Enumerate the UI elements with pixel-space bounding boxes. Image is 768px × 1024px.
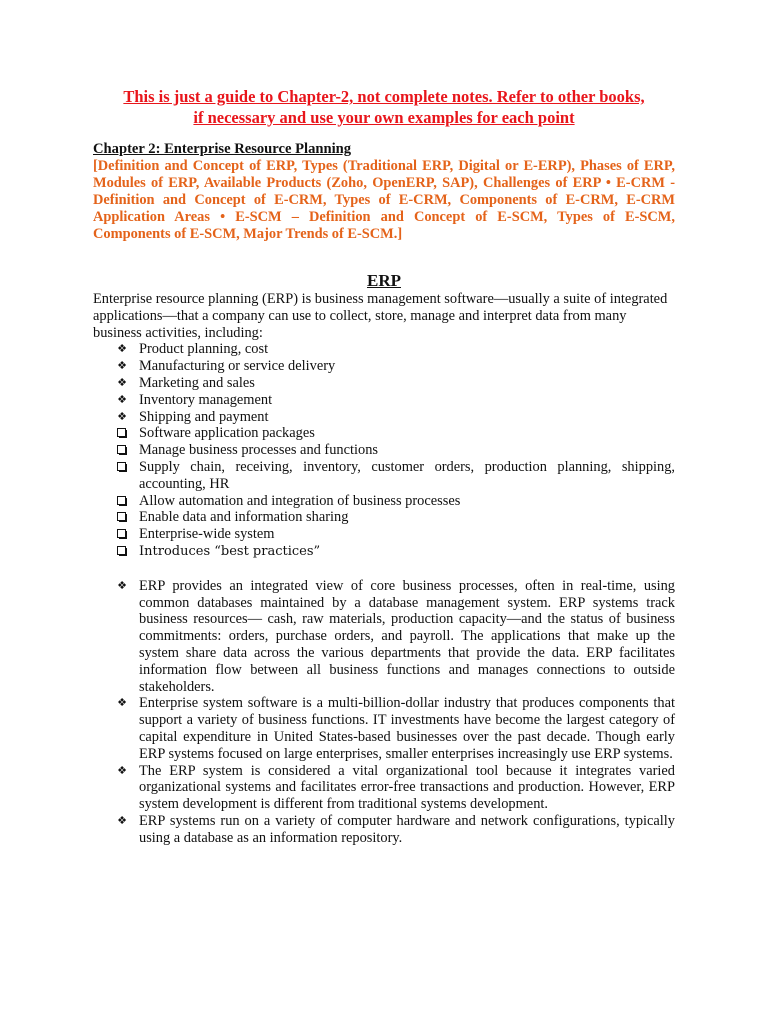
- list-item: Introduces “best practices”: [93, 543, 675, 561]
- list-item: ❖ Marketing and sales: [93, 375, 675, 392]
- diamond-bullet-icon: ❖: [117, 375, 127, 389]
- checkbox-bullet-icon: [117, 529, 126, 538]
- list-item: ❖ Product planning, cost: [93, 341, 675, 358]
- diamond-bullet-icon: ❖: [117, 763, 127, 777]
- guide-notice-line-1: This is just a guide to Chapter-2, not complete notes. Refer to other books,: [123, 87, 645, 106]
- list-item: Supply chain, receiving, inventory, customer orders, production planning, shipping, accounting, HR: [93, 459, 675, 493]
- checkbox-bullet-icon: [117, 428, 126, 437]
- list-item: Allow automation and integration of business processes: [93, 493, 675, 510]
- erp-intro-paragraph: Enterprise resource planning (ERP) is business management software—usually a suite of integrated applications—that a company can use to collect, store, manage and interpret data from many business activities, including:: [93, 291, 668, 341]
- section-heading-erp: ERP: [367, 271, 401, 290]
- diamond-bullet-icon: ❖: [117, 342, 127, 356]
- list-item: ❖ The ERP system is considered a vital organizational tool because it integrates varied organizational systems and facilitates error-free transactions and production. However, ERP system development is different from traditional systems development.: [93, 763, 675, 813]
- guide-notice: [93, 86, 675, 128]
- diamond-bullet-icon: ❖: [117, 409, 127, 423]
- checkbox-bullet-icon: [117, 512, 126, 521]
- list-item: Manage business processes and functions: [93, 442, 675, 459]
- list-item: Enterprise-wide system: [93, 526, 675, 543]
- document-page: [93, 86, 675, 847]
- list-item: ❖ Shipping and payment: [93, 409, 675, 426]
- features-list: [93, 425, 675, 560]
- erp-points-list: [93, 578, 675, 847]
- list-item: ❖ Inventory management: [93, 392, 675, 409]
- checkbox-bullet-icon: [117, 445, 126, 454]
- checkbox-bullet-icon: [117, 546, 126, 555]
- activities-list: [93, 341, 675, 425]
- list-item: ❖ Enterprise system software is a multi-billion-dollar industry that produces components that support a variety of business functions. IT investments have become the largest category of capital expenditure in United States-based businesses over the past decade. Though early ERP systems focused on large enterprises, smaller enterprises increasingly use ERP systems.: [93, 695, 675, 762]
- diamond-bullet-icon: ❖: [117, 696, 127, 710]
- checkbox-bullet-icon: [117, 462, 126, 471]
- diamond-bullet-icon: ❖: [117, 392, 127, 406]
- list-item: ❖ ERP systems run on a variety of computer hardware and network configurations, typically using a database as an information repository.: [93, 813, 675, 847]
- checkbox-bullet-icon: [117, 496, 126, 505]
- list-item: Enable data and information sharing: [93, 509, 675, 526]
- spacer: [93, 561, 675, 578]
- diamond-bullet-icon: ❖: [117, 813, 127, 827]
- guide-notice-line-2: if necessary and use your own examples for each point: [193, 108, 575, 127]
- list-item: ❖ ERP provides an integrated view of core business processes, often in real-time, using common databases maintained by a database management system. ERP systems track business resources— cash, raw materials, production capacity—and the status of business commitments: orders, purchase orders, and payroll. The applications that make up the system share data across the various departments that provide the data. ERP facilitates information flow between all business functions and manages connections to outside stakeholders.: [93, 578, 675, 696]
- chapter-topics: [Definition and Concept of ERP, Types (Traditional ERP, Digital or E-ERP), Phases of ERP, Modules of ERP, Available Products (Zoho, OpenERP, SAP), Challenges of ERP • E-CRM - Definition and Concept of E-CRM, Types of E-CRM, Components of E-CRM, E-CRM Application Areas • E-SCM – Definition and Concept of E-SCM, Types of E-SCM, Components of E-SCM, Major Trends of E-SCM.]: [93, 158, 675, 242]
- list-item: ❖ Manufacturing or service delivery: [93, 358, 675, 375]
- diamond-bullet-icon: ❖: [117, 578, 127, 592]
- diamond-bullet-icon: ❖: [117, 359, 127, 373]
- chapter-title: Chapter 2: Enterprise Resource Planning: [93, 141, 352, 157]
- list-item: Software application packages: [93, 425, 675, 442]
